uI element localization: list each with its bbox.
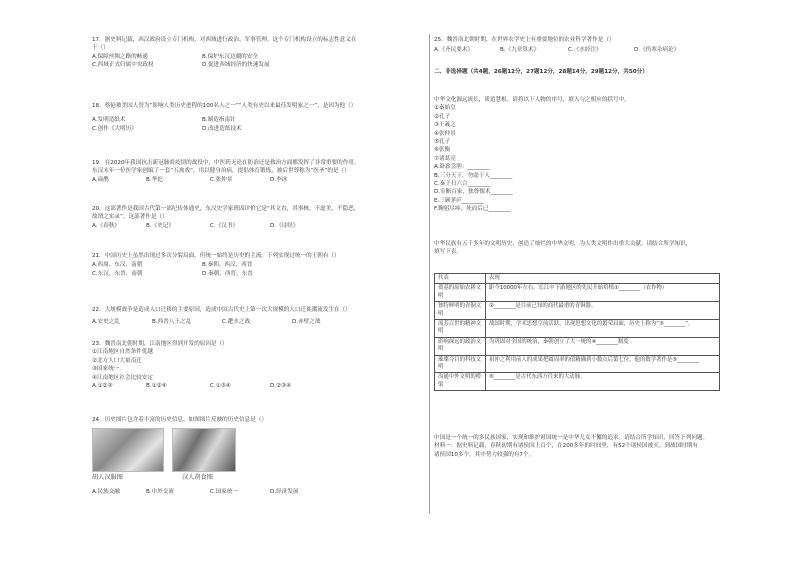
option-a[interactable]: A.扁鹊: [92, 176, 109, 183]
question-20-stem: 20．这部著作是我国古代第一部纪传体通史，东汉史学家班固评价它是“其文直，其事核，不虚美，不隐恶，: [92, 206, 360, 212]
question-21-stem: 21．中国历史上虽然出现过多次分裂局面，但统一始终是历史的主流。下列实现过统一的王朝有（）: [92, 253, 340, 259]
question-19-stem: 19．在2020年我国抗击新冠肺炎疫情的战役中，中医药无论在防治还是救治方面都发挥了非常重要的作用。: [92, 160, 360, 166]
question-23: [92, 340, 422, 390]
option-b[interactable]: B.《九章算术》: [500, 47, 540, 54]
option-b[interactable]: B.制造指南针: [202, 117, 236, 124]
option-a[interactable]: A.保障丝绸之路的畅通: [92, 53, 148, 60]
question-27-stem-cont: 填写下表。: [434, 249, 462, 256]
table-row: [435, 355, 720, 373]
question-19-stem-cont: 东汉末年一位医学家创编了一套“五禽戏”，用以健身治病，提倡体育锻炼，被后世尊称为“医圣”的是（）: [92, 168, 350, 175]
person-1: ①秦始皇: [434, 105, 456, 112]
option-b[interactable]: B.中外交流: [146, 489, 174, 495]
question-20-stem-cont: 故谓之实录”。这部著作是（）: [92, 214, 168, 221]
han-people-hu-food-image: [172, 428, 236, 472]
table-header-row: [435, 274, 720, 284]
option-b[interactable]: B.华佗: [146, 176, 163, 183]
question-28-stem: 中国是一个统一的多民族国家，实现和维护祖国统一是中华儿女不懈的追求。请结合所学知识，回答下列问题。: [434, 435, 709, 441]
question-28: [434, 434, 720, 459]
option-a[interactable]: A.发明造纸术: [92, 117, 126, 124]
option-d[interactable]: D.《诗经》: [270, 222, 299, 229]
question-22: [92, 306, 422, 327]
person-3: ③王羲之: [434, 122, 456, 129]
column-divider: [429, 34, 430, 514]
option-b[interactable]: B.《史记》: [146, 222, 174, 229]
option-a[interactable]: A.安史之乱: [92, 319, 120, 326]
fill-blank-d[interactable]: D.室断百家，独尊儒术________: [434, 189, 513, 196]
table-cell[interactable]: 距今10000年左右，长江中下游地区的先民开始培植①________（农作物）: [486, 284, 720, 302]
civilization-table: [434, 273, 720, 391]
table-cell[interactable]: ⑥________是古代东西方往来的大动脉。: [486, 373, 720, 391]
option-d[interactable]: D.《伤寒杂病论》: [634, 47, 680, 54]
option-a[interactable]: A.①②③: [92, 383, 113, 390]
option-a[interactable]: A.民族交融: [92, 489, 120, 495]
question-21: [92, 252, 422, 278]
option-d[interactable]: D.促进西域经济的快速发展: [202, 62, 270, 69]
question-26: [434, 96, 720, 214]
question-17-stem-cont: 于（）: [92, 45, 109, 52]
fill-blank-b[interactable]: B.三分天下，勿弱于人________: [434, 172, 513, 179]
option-c[interactable]: C.国家统一: [210, 489, 239, 495]
option-d[interactable]: D.李冰: [270, 176, 288, 183]
material-one: 材料一：据史料记载，春秋初期有诸侯国上百个，在200多年的时间里，有52个诸侯国被灭。到战国时期有: [434, 443, 698, 450]
question-17-stem: 17．据史料记载，西汉政府设立专门机构，对西域进行政治、军事管理。这个专门机构设立的标志性意义在: [92, 37, 357, 43]
statement-4: ④江南地区社会比较安定: [92, 374, 153, 381]
option-d[interactable]: D.改进造纸技术: [202, 125, 242, 132]
question-19: [92, 159, 422, 184]
table-cell: 影响深远的政治文明: [435, 337, 486, 355]
option-c[interactable]: C.张仲景: [210, 176, 233, 183]
person-6: ⑥张衡: [434, 147, 451, 154]
image-caption-1: 胡人汉服图: [92, 474, 123, 481]
section-heading-non-choice: 二、非选择题（共4题，26题12分，27题12分，28题14分，29题12分，共50分）: [434, 69, 648, 75]
option-a[interactable]: A.《齐民要术》: [434, 47, 474, 54]
table-row: [435, 337, 720, 355]
option-c[interactable]: C.《水经注》: [568, 47, 602, 54]
option-c[interactable]: C.创作《大明历》: [92, 125, 137, 132]
option-b[interactable]: B.保护东汉边疆的安全: [202, 53, 258, 60]
table-cell[interactable]: 祖冲之利用前人的成果把圆周率的值精确到小数点后第七位，他的数学著作是⑤________: [486, 355, 720, 373]
table-row: [435, 302, 720, 320]
person-5: ⑤孔子: [434, 139, 451, 146]
option-b[interactable]: B.秦朝、西汉、西晋: [202, 262, 253, 269]
table-row: [435, 284, 720, 302]
fill-blank-c[interactable]: C.秦王扫六合________: [434, 181, 491, 188]
option-d[interactable]: D.赤壁之战: [292, 319, 321, 326]
fill-blank-f[interactable]: F.鞠躬尽瘁，死而后已________: [434, 206, 511, 213]
question-27: [434, 240, 720, 257]
question-27-stem: 中华民族有五千多年的文明历史，创造了灿烂的中华文明，为人类文明作出重大贡献。请结合所学知识，: [434, 241, 692, 247]
fill-blank-e[interactable]: E.三顾茅庐________: [434, 197, 485, 204]
table-cell: 独特鲜明的青铜文明: [435, 302, 486, 320]
table-cell[interactable]: ②________是目前已知的商代最重的青铜器。: [486, 302, 720, 320]
option-c[interactable]: C.《汉书》: [210, 222, 239, 229]
option-d[interactable]: D.经济发展: [270, 489, 299, 495]
question-17: [92, 36, 422, 70]
image-caption-2: 汉人胡食图: [182, 474, 213, 481]
option-a[interactable]: A.西周、东汉、南朝: [92, 262, 143, 269]
option-b[interactable]: B.①②④: [146, 383, 167, 390]
option-d[interactable]: D.秦朝、西晋、东晋: [202, 270, 253, 277]
question-26-stem: 中华文化源远流长，质追慧根。请将以下人物的序号，填入与之相应的括号中。: [434, 97, 630, 103]
person-7: ⑦诸葛亮: [434, 155, 456, 162]
question-25: [434, 36, 720, 55]
question-20: [92, 205, 422, 230]
option-c[interactable]: C.淝水之战: [222, 319, 251, 326]
statement-3: ③国家统一: [92, 366, 120, 373]
table-header-cell: 表现: [486, 274, 720, 284]
fill-blank-a[interactable]: A.卧薪尝胆：________: [434, 164, 490, 171]
table-header-cell: 代表: [435, 274, 486, 284]
question-22-stem: 22．大规模战争是造成人口迁移的主要原因，造成中国古代史上第一次大规模的人口迁徙潮流发生在（）: [92, 307, 351, 313]
table-cell[interactable]: 战国时期，学术思想空前活跃，出现思想文化的繁荣局面，历史上称为“③________”。: [486, 320, 720, 338]
person-2: ②孔子: [434, 113, 451, 120]
question-24: [92, 416, 422, 495]
table-cell[interactable]: 为巩固对全国的统治，秦朝创立了大一统的④________制度: [486, 337, 720, 355]
person-4: ④张仲景: [434, 130, 456, 137]
option-c[interactable]: C.西域正式归属中央政权: [92, 62, 154, 69]
question-18-stem: 18．蔡伦被美国人誉为“影响人类历史进程的100名人之一”“人类有史以来最佳发明家之一”，是因为他（）: [92, 103, 357, 109]
table-cell: 奠基的原始农耕文明: [435, 284, 486, 302]
table-row: [435, 373, 720, 391]
question-24-stem: 24．历史图片包含着丰富的历史信息。如图图片反映的历史信息是（）: [92, 417, 267, 423]
question-18: [92, 102, 422, 133]
table-cell: 流芳百世的精神文明: [435, 320, 486, 338]
hu-people-han-clothes-image: [92, 428, 164, 472]
option-c[interactable]: C.东汉、东晋、南朝: [92, 270, 143, 277]
option-a[interactable]: A.《春秋》: [92, 222, 120, 229]
table-row: [435, 320, 720, 338]
statement-1: ①江南地区自然条件优越: [92, 349, 153, 356]
option-b[interactable]: B.西晋八王之乱: [152, 319, 192, 326]
option-d[interactable]: D.②③④: [270, 383, 292, 390]
statement-2: ②北方人口大量南迁: [92, 357, 142, 364]
table-cell: 璀璨夺目的科技文明: [435, 355, 486, 373]
question-25-stem: 25．魏晋南北朝时期，在世界农学史上有重要地位的农业科学著作是（）: [434, 37, 615, 43]
option-c[interactable]: C.①③④: [210, 383, 231, 390]
material-one-cont: 诸侯国10多个，其中势力较强的有7个。: [434, 451, 535, 458]
table-cell: 沟通中外文明的桥梁: [435, 373, 486, 391]
question-23-stem: 23．魏晋南北朝时期，江南地区得到开发的原因是（）: [92, 341, 228, 347]
